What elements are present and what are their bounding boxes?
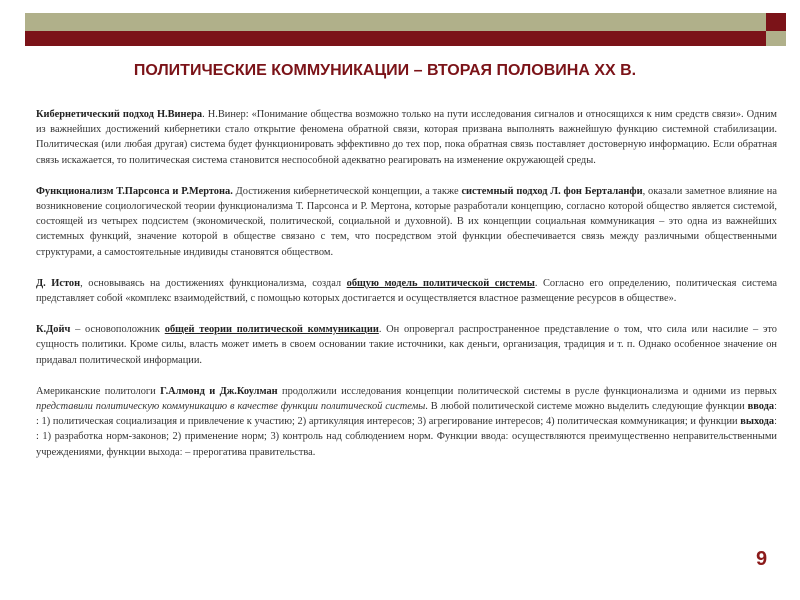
- page-number: 9: [756, 548, 768, 570]
- deutsch-heading: К.Дойч: [36, 324, 71, 336]
- slide-title: ПОЛИТИЧЕСКИЕ КОММУНИКАЦИИ – ВТОРАЯ ПОЛОВИНА ХХ В.: [133, 62, 637, 79]
- input-term-2: вводаː: [480, 431, 509, 443]
- parsons-text: , оказали заметное влияние на возникновение социологической теории функционализма Т. Парсонса и Р. Мертона, которые разработали концепцию, согласно которой общество является системой, состоящей из четырех подсистем (экономической, политической, социальной и духовной). В их концепции социальная коммуникация – это одна из важнейших системных функций, значение которой в обществе связано с тем, что посредством этой функции обеспечивается связь между различными общественными структурами, а самостоятельные индивиды становятся обществом.: [36, 185, 777, 258]
- deutsch-theory-term: общей теории политической коммуникации: [164, 324, 379, 336]
- wiener-text: . Н.Винер: «Понимание общества возможно только на пути исследования сигналов и относящихся к ним средств связи». Одним из важнейших достижений кибернетики стало открытие феномена обратной связи, которая призвана выполнять важнейшую функцию системной стабилизации. Политическая (или любая другая) система будет функционировать эффективно до тех пор, пока обратная связь поставляет достоверную информацию. Если обратная связь искажается, то политическая система становится неспособной адекватно реагировать на изменение окружающей среды.: [36, 109, 777, 166]
- almond-text-mid2: . В любой политической системе можно выделить следующие функции: [425, 401, 748, 413]
- input-term: вводаː: [747, 401, 777, 413]
- parsons-heading: Функционализм Т.Парсонса и Р.Мертона.: [36, 185, 233, 197]
- paragraph-parsons: [36, 184, 777, 260]
- easton-model-term: общую модель политической системы: [346, 277, 535, 289]
- paragraph-wiener: [36, 107, 777, 168]
- header-corner-square-top: [766, 13, 786, 31]
- header-band-top: [25, 13, 766, 31]
- paragraph-almond: [36, 384, 777, 460]
- deutsch-text: . Он опровергал распространенное представление о том, что сила или насилие – это сущность политики. Кроме силы, власть может иметь в своем основании такие источники, как деньги, организация, традиция и т. п. Однако особенное значение он придавал политической информации.: [36, 324, 778, 366]
- almond-text-mid4: : 1) разработка норм-законов; 2) применение норм; 3) контроль над соблюдением норм. Функции: [36, 431, 481, 443]
- almond-text-mid3: : 1) политическая социализация и привлечение к участию; 2) артикуляция интересов; 3) агрегирование интересов; 4) политическая коммуникация; и функции: [36, 416, 741, 428]
- parsons-text-mid: Достижения кибернетической концепции, а также: [232, 185, 462, 197]
- bertalanffy-term: системный подход Л. фон Берталанфи: [461, 185, 643, 197]
- almond-heading: Г.Алмонд и Дж.Коулман: [160, 385, 278, 397]
- almond-italic-phrase: представили политическую коммуникацию в качестве функции политической системы: [36, 401, 426, 413]
- almond-text-mid: продолжили исследования концепции политической системы в русле функционализма и одними из первых: [277, 385, 777, 397]
- almond-text-start: Американские политологи: [36, 385, 161, 397]
- output-term: выходаː: [740, 416, 777, 428]
- paragraph-easton: [36, 276, 777, 306]
- output-term-2: выходаː: [148, 446, 183, 458]
- header-corner-square-bottom: [766, 31, 786, 46]
- slide-body: [36, 107, 777, 476]
- paragraph-deutsch: [36, 322, 777, 368]
- header-band-bottom: [25, 31, 766, 46]
- deutsch-text-mid: – основоположник: [70, 324, 165, 336]
- almond-text-mid5: осуществляются преимущественно неправительственными учреждениями, функции: [36, 431, 777, 458]
- easton-heading: Д. Истон: [36, 277, 81, 289]
- easton-text: . Согласно его определению, политическая система представляет собой «комплекс взаимодействий, с помощью которых достигается и осуществляется властное размещение ресурсов в обществе».: [36, 277, 777, 305]
- almond-text-end: – прерогатива правительства.: [182, 446, 316, 458]
- easton-text-mid: , основываясь на достижениях функционализма, создал: [80, 277, 347, 289]
- wiener-heading: Кибернетический подход Н.Винера: [36, 109, 203, 120]
